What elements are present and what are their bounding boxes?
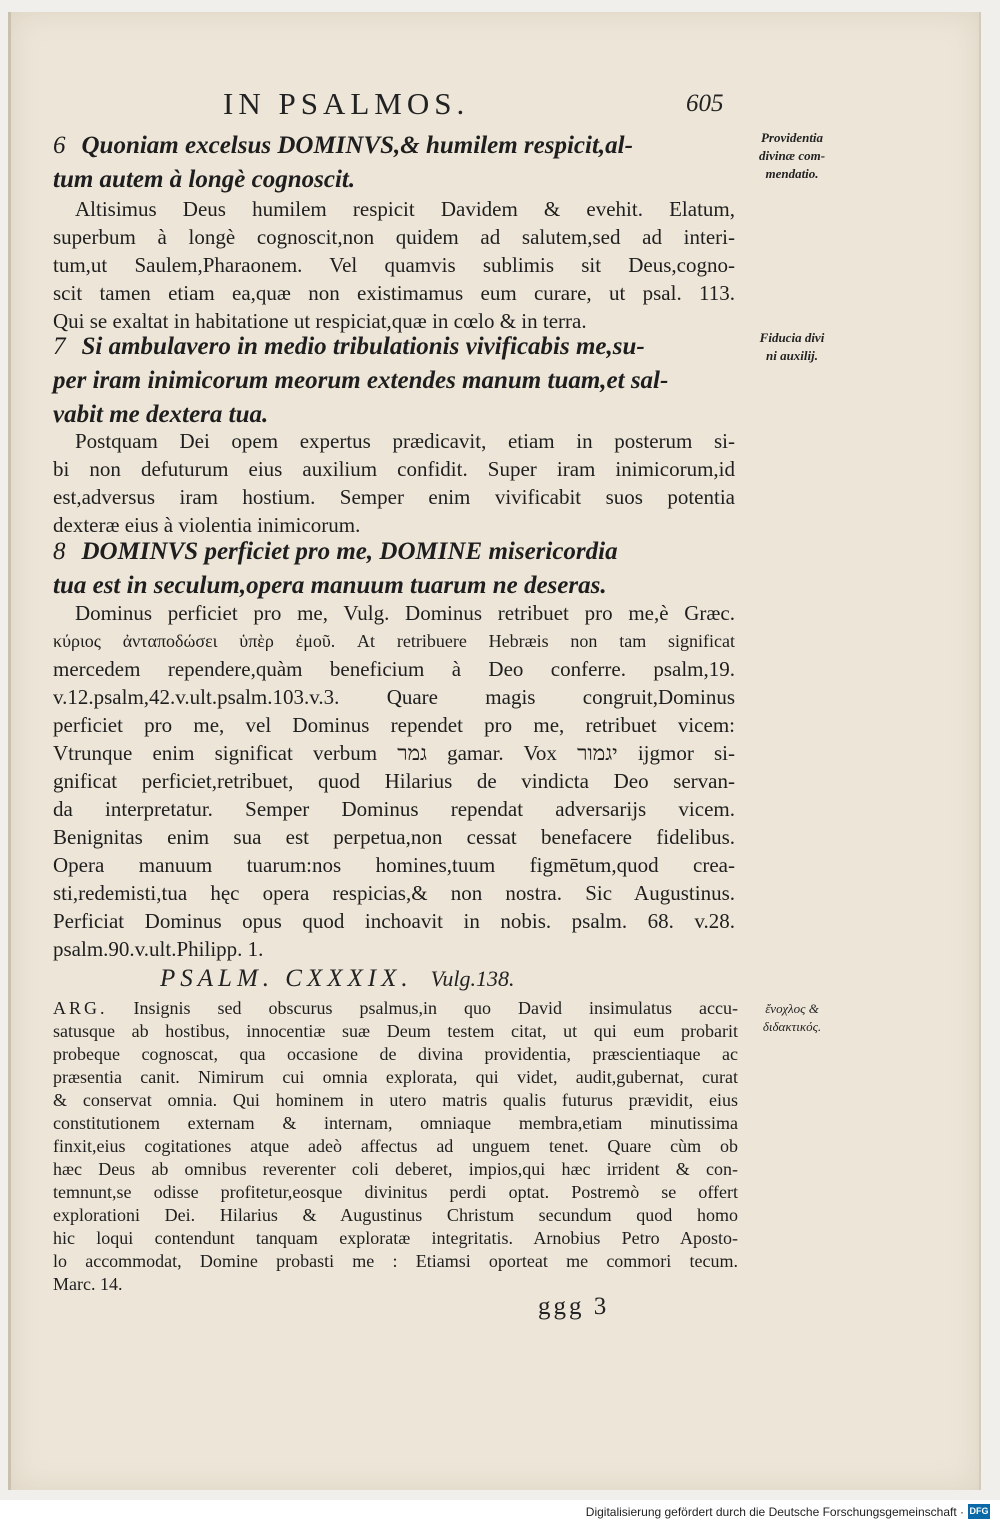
commentary-7 — [53, 427, 735, 539]
verse-line: vabit me dextera tua. — [53, 401, 269, 428]
text-line: v.12.psalm,42.v.ult.psalm.103.v.3. Quare magis congruit,Dominus — [53, 685, 735, 709]
dfg-logo[interactable]: DFG — [968, 1504, 990, 1519]
verse-line: Quoniam excelsus DOMINVS,& humilem respicit,al- — [81, 132, 633, 159]
running-header: IN PSALMOS. — [223, 86, 470, 121]
text-line: satusque ab hostibus, innocentiæ suæ Deum testem citat, ut qui eum probarit — [53, 1021, 738, 1041]
text-line: temnunt,se odisse profitetur,eosque divinitus perdi optat. Postremò se offert — [53, 1182, 738, 1202]
signature-mark: ggg 3 — [538, 1293, 610, 1320]
margin-note-providentia — [738, 129, 846, 183]
commentary-6 — [53, 195, 735, 335]
text-line: dexteræ eius à violentia inimicorum. — [53, 513, 361, 537]
text-line: Vtrunque enim significat verbum גמר gamar. Vox יגמור ijgmor si- — [53, 741, 735, 765]
text-line: psalm.90.v.ult.Philipp. 1. — [53, 937, 264, 961]
text-line: hæc Deus ab omnibus reverenter coli deberet, impios,qui hæc irrident & con- — [53, 1159, 738, 1179]
page-number: 605 — [686, 90, 724, 117]
text-line: Opera manuum tuarum:nos homines,tuum figmētum,quod crea- — [53, 853, 735, 877]
text-line: da interpretatur. Semper Dominus rependat adversarijs vicem. — [53, 797, 735, 821]
margin-note-greek — [738, 1000, 846, 1036]
commentary-8 — [53, 599, 735, 963]
verse-number: 6 — [53, 132, 66, 159]
funding-credit: Digitalisierung gefördert durch die Deutsche Forschungsgemeinschaft · — [585, 1505, 964, 1519]
text-line: perficiet pro me, vel Dominus rependet pro me, retribuet vicem: — [53, 713, 735, 737]
text-line: probeque cognoscat, qua occasione de divina providentia, præscientiaque ac — [53, 1044, 738, 1064]
verse-number: 8 — [53, 538, 66, 565]
text-line: finxit,eius cogitationes atque adeò affectus ad unguem tenet. Quare cùm ob — [53, 1136, 738, 1156]
text-line: Perficiat Dominus opus quod inchoavit in nobis. psalm. 68. v.28. — [53, 909, 735, 933]
text-line: constitutionem externam & internam, omniaque membra,etiam minutissima — [53, 1113, 738, 1133]
note-line: ni auxilij. — [765, 348, 819, 363]
text-line: bi non defuturum eius auxilium confidit. Super iram inimicorum,id — [53, 457, 735, 481]
text-line: superbum à longè cognoscit,non quidem ad salutem,sed ad interi- — [53, 225, 735, 249]
argument-label: ARG. — [53, 998, 108, 1018]
vulgate-number: Vulg.138. — [430, 966, 515, 991]
text-line: Marc. 14. — [53, 1274, 123, 1294]
text-line: gnificat perficiet,retribuet, quod Hilarius de vindicta Deo servan- — [53, 769, 735, 793]
verse-line: per iram inimicorum meorum extendes manum tuam,et sal- — [53, 367, 669, 394]
text-line: κύριος ἀνταποδώσει ὑπὲρ ἐμοῦ. At retribuere Hebræis non tam significat — [53, 631, 735, 651]
note-line: divinæ com- — [758, 148, 826, 163]
psalm-heading — [160, 965, 515, 993]
text-line: lo accommodat, Domine probasti me : Etiamsi oporteat me commori tecum. — [53, 1251, 738, 1271]
text-line: mercedem rependere,quàm beneficium à Deo conferre. psalm,19. — [53, 657, 735, 681]
text-line: scit tamen etiam ea,quæ non existimamus eum curare, ut psal. 113. — [53, 281, 735, 305]
verse-7 — [53, 330, 735, 432]
verse-8 — [53, 535, 735, 603]
margin-note-fiducia — [738, 329, 846, 365]
note-line: mendatio. — [765, 166, 819, 181]
note-line: διδακτικός. — [762, 1019, 822, 1034]
text-line: Qui se exaltat in habitatione ut respiciat,quæ in cœlo & in terra. — [53, 309, 587, 333]
verse-6 — [53, 129, 735, 197]
text-line: præsentia canit. Nimirum cui omnia explorata, qui videt, audit,gubernat, curat — [53, 1067, 738, 1087]
verse-line: tua est in seculum,opera manuum tuarum ne deseras. — [53, 572, 607, 599]
text-line: est,adversus iram hostium. Semper enim vivificabit suos potentia — [53, 485, 735, 509]
verse-line: DOMINVS perficiet pro me, DOMINE misericordia — [81, 538, 618, 565]
verse-line: tum autem à longè cognoscit. — [53, 166, 356, 193]
text-line: hic loqui contendunt tanquam exploratæ integritatis. Arnobius Petro Aposto- — [53, 1228, 738, 1248]
verse-number: 7 — [53, 333, 66, 360]
psalm-title: PSALM. CXXXIX. — [160, 965, 413, 992]
text-line: sti,redemisti,tua hęc opera respicias,& non nostra. Sic Augustinus. — [53, 881, 735, 905]
text-line: tum,ut Saulem,Pharaonem. Vel quamvis sublimis sit Deus,cogno- — [53, 253, 735, 277]
note-line: ἔνοχλος & — [765, 1001, 819, 1016]
note-line: Providentia — [760, 130, 824, 145]
text-line: Postquam Dei opem expertus prædicavit, etiam in posterum si- — [75, 429, 735, 453]
note-line: Fiducia divi — [759, 330, 825, 345]
text-line: Altisimus Deus humilem respicit Davidem & evehit. Elatum, — [75, 197, 735, 221]
text-line: Benignitas enim sua est perpetua,non cessat benefacere fidelibus. — [53, 825, 735, 849]
psalm-argument — [53, 997, 738, 1296]
text-line: Dominus perficiet pro me, Vulg. Dominus retribuet pro me,è Græc. — [75, 601, 735, 625]
text-line: explorationi Dei. Hilarius & Augustinus Christum secundum quod homo — [53, 1205, 738, 1225]
text-line: & conservat omnia. Qui hominem in utero matris qualis futurus prævidit, eius — [53, 1090, 738, 1110]
text-line: Insignis sed obscurus psalmus,in quo David insimulatus accu- — [133, 998, 738, 1018]
verse-line: Si ambulavero in medio tribulationis vivificabis me,su- — [81, 333, 645, 360]
